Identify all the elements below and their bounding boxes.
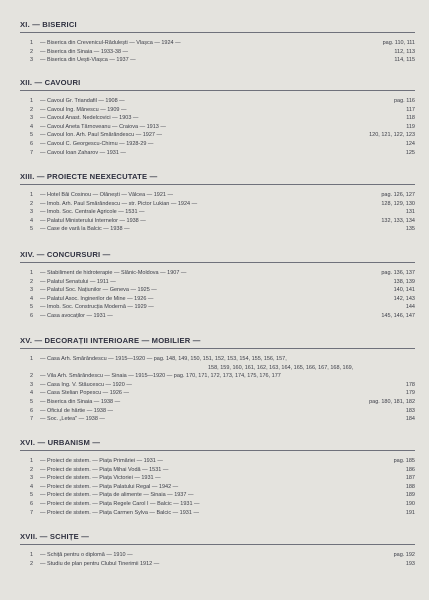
toc-entry xyxy=(20,295,415,304)
entry-text: — Vila Arh. Smărăndescu — Sinaia — 1915—1920 — pag. 170, 171, 172, 173, 174, 175, 176, 177 xyxy=(40,373,281,380)
entry-pages: 178 xyxy=(405,381,415,388)
entry-number: 1 xyxy=(30,356,34,362)
section-proiecte xyxy=(20,172,415,234)
toc-entry xyxy=(20,200,415,209)
entry-text: — Cavoul Anast. Nedelcovici — 1903 — xyxy=(40,115,139,122)
section-title: XI. — BISERICI xyxy=(20,20,77,29)
entry-number: 2 xyxy=(30,200,34,207)
toc-entry xyxy=(20,483,415,492)
entry-pages: 179 xyxy=(405,390,415,397)
toc-entry xyxy=(20,269,415,278)
entry-text: — Oficiul de hârtie — 1938 — xyxy=(40,407,114,414)
toc-entry xyxy=(20,415,415,424)
entry-pages: 140, 141 xyxy=(393,287,415,294)
entry-text: — Biserica din Crevenicul-Rădulești — Vlașca — 1924 — xyxy=(40,40,181,46)
entry-pages: 132, 133, 134 xyxy=(381,217,415,224)
entry-text: — Proiect de sistem. — Piața Primăriei — 1931 — xyxy=(40,458,163,464)
entry-text: — Casa avocaților — 1931 — xyxy=(40,312,113,319)
entry-text: 158, 159, 160, 161, 162, 163, 164, 165, 166, 167, 168, 169, xyxy=(208,364,354,371)
entry-text: — Cavoul Ing. Mănescu — 1909 — xyxy=(40,106,127,113)
entry-number: 4 xyxy=(30,295,34,302)
entry-number: 5 xyxy=(30,304,34,311)
toc-entry xyxy=(20,389,415,398)
entry-number: 2 xyxy=(30,106,34,113)
section-concursuri xyxy=(20,250,415,321)
entry-pages: 189 xyxy=(405,492,415,499)
entry-text: — Biserica din Sinaia — 1933-38 — xyxy=(40,48,129,55)
entry-number: 5 xyxy=(30,492,34,499)
entry-number: 3 xyxy=(30,57,34,64)
section-rule xyxy=(20,348,415,349)
entry-number: 7 xyxy=(30,149,34,156)
entry-text: — Imob. Soc. Construcția Modernă — 1929 — xyxy=(40,304,154,311)
section-title: XII. — CAVOURI xyxy=(20,78,81,87)
entry-pages: 187 xyxy=(405,475,415,482)
entry-pages: 184 xyxy=(405,416,415,423)
toc-entry xyxy=(20,123,415,132)
section-urbanism xyxy=(20,438,415,517)
entry-pages: pag. 180, 181, 182 xyxy=(369,398,415,405)
entry-pages: pag. 110, 111 xyxy=(382,40,415,46)
toc-entry xyxy=(20,372,415,381)
entry-number: 3 xyxy=(30,475,34,482)
entry-pages: 183 xyxy=(405,407,415,414)
entry-number: 1 xyxy=(30,552,34,558)
entry-text: — Schiță pentru o diplomă — 1910 — xyxy=(40,552,133,558)
entry-number: 2 xyxy=(30,466,34,473)
entry-text: — Proiect de sistem. — Piața Carmen Sylva — Balcic — 1931 — xyxy=(40,509,199,516)
toc-entry xyxy=(20,278,415,287)
entry-number: 7 xyxy=(30,416,34,423)
toc-entry xyxy=(20,56,415,65)
entry-pages: 193 xyxy=(405,560,415,567)
entry-pages: 145, 146, 147 xyxy=(381,312,415,319)
toc-entry xyxy=(20,149,415,158)
toc-entry xyxy=(20,48,415,57)
entry-number: 5 xyxy=(30,132,34,139)
entry-pages: 112, 113 xyxy=(394,48,415,55)
entry-text: — Case de vară la Balcic — 1938 — xyxy=(40,226,130,233)
toc-entry xyxy=(20,398,415,407)
entry-number: 3 xyxy=(30,115,34,122)
toc-entry xyxy=(20,191,415,200)
entry-number: 6 xyxy=(30,407,34,414)
toc-entry xyxy=(20,114,415,123)
toc-entry xyxy=(20,208,415,217)
toc-entry xyxy=(20,551,415,560)
entry-text: — Soc. „Letea" — 1938 — xyxy=(40,416,105,423)
toc-entry xyxy=(20,225,415,234)
toc-entry xyxy=(20,303,415,312)
entry-number: 1 xyxy=(30,192,34,198)
entry-pages: 142, 143 xyxy=(393,295,415,302)
entry-number: 2 xyxy=(30,560,34,567)
section-rule xyxy=(20,450,415,451)
entry-number: 6 xyxy=(30,500,34,507)
entry-text: — Cavoul Ioan Zaharov — 1931 — xyxy=(40,149,126,156)
entry-number: 1 xyxy=(30,270,34,276)
toc-entry xyxy=(20,466,415,475)
entry-text: — Imob. Soc. Centrale Agricole — 1531 — xyxy=(40,209,145,216)
entry-text: — Hotel Băi Cosinou — Olănești — Vâlcea — 1921 — xyxy=(40,192,173,198)
entry-number: 4 xyxy=(30,217,34,224)
entry-number: 3 xyxy=(30,287,34,294)
toc-entry xyxy=(20,364,415,373)
toc-entry xyxy=(20,491,415,500)
entry-number: 5 xyxy=(30,226,34,233)
entry-pages: 131 xyxy=(405,209,415,216)
toc-entry xyxy=(20,474,415,483)
entry-number: 4 xyxy=(30,483,34,490)
entry-text: — Casa Ing. V. Stăucescu — 1920 — xyxy=(40,381,132,388)
entry-number: 6 xyxy=(30,312,34,319)
toc-entry xyxy=(20,457,415,466)
entry-text: — Proiect de sistem. — Piața Palatului Regal — 1942 — xyxy=(40,483,179,490)
entry-text: — Cavoul C. Georgescu-Chirnu — 1928-29 — xyxy=(40,140,154,147)
entry-number: 3 xyxy=(30,381,34,388)
section-title: XVI. — URBANISM — xyxy=(20,438,101,447)
entry-pages: 124 xyxy=(405,140,415,147)
entry-pages: pag. 126, 127 xyxy=(381,192,415,198)
entry-text: — Imob. Arh. Paul Smărăndescu — str. Pictor Lukian — 1924 — xyxy=(40,200,198,207)
entry-pages: 119 xyxy=(406,123,415,130)
section-rule xyxy=(20,90,415,91)
entry-text: — Cavoul Ion. Arh. Paul Smărăndescu — 1927 — xyxy=(40,132,162,139)
entry-pages: 138, 139 xyxy=(393,278,415,285)
toc-entry xyxy=(20,106,415,115)
entry-text: — Proiect de sistem. — Piața Mihai Vodă — 1531 — xyxy=(40,466,169,473)
toc-entry xyxy=(20,407,415,416)
toc-entry xyxy=(20,97,415,106)
entry-pages: 188 xyxy=(405,483,415,490)
entry-pages: 191 xyxy=(405,509,415,516)
entry-text: — Palatul Ministerului Internelor — 1938 — xyxy=(40,217,146,224)
entry-pages: pag. 116 xyxy=(393,98,415,104)
entry-number: 7 xyxy=(30,509,34,516)
entry-pages: pag. 185 xyxy=(393,458,415,464)
toc-entry xyxy=(20,131,415,140)
entry-pages: pag. 136, 137 xyxy=(381,270,415,276)
entry-pages: 120, 121, 122, 123 xyxy=(369,132,415,139)
section-title: XIV. — CONCURSURI — xyxy=(20,250,111,259)
entry-text: — Casa Stelian Popescu — 1926 — xyxy=(40,390,129,397)
entry-pages: 190 xyxy=(405,500,415,507)
entry-pages: 186 xyxy=(405,466,415,473)
entry-number: 1 xyxy=(30,40,34,46)
toc-entry xyxy=(20,217,415,226)
entry-number: 3 xyxy=(30,209,34,216)
entry-number: 1 xyxy=(30,98,34,104)
entry-number: 2 xyxy=(30,373,34,380)
section-title: XIII. — PROIECTE NEEXECUTATE — xyxy=(20,172,158,181)
entry-number: 4 xyxy=(30,390,34,397)
section-rule xyxy=(20,262,415,263)
entry-number: 4 xyxy=(30,123,34,130)
toc-entry xyxy=(20,500,415,509)
entry-pages: 125 xyxy=(405,149,415,156)
section-rule xyxy=(20,544,415,545)
entry-text: — Stabiliment de hidroterapie — Slănic-Moldova — 1907 — xyxy=(40,270,187,276)
entry-number: 2 xyxy=(30,278,34,285)
entry-pages: 118 xyxy=(406,115,415,122)
entry-pages: pag. 192 xyxy=(393,552,415,558)
entry-text: — Proiect de sistem. — Piața de alimente — Sinaia — 1937 — xyxy=(40,492,194,499)
entry-text: — Palatul Senatului — 1911 — xyxy=(40,278,116,285)
toc-entry xyxy=(20,312,415,321)
section-cavouri xyxy=(20,78,415,157)
entry-text: — Studiu de plan pentru Clubul Tinerimii 1912 — xyxy=(40,560,160,567)
toc-entry xyxy=(20,286,415,295)
entry-text: — Palatul Asoc. Inginerilor de Mine — 1926 — xyxy=(40,295,154,302)
entry-pages: 117 xyxy=(406,106,415,113)
toc-entry xyxy=(20,355,415,364)
section-rule xyxy=(20,184,415,185)
toc-entry xyxy=(20,509,415,518)
entry-pages: 114, 115 xyxy=(394,57,415,64)
section-decoratii xyxy=(20,336,415,424)
entry-pages: 144 xyxy=(405,304,415,311)
entry-text: — Proiect de sistem. — Piața Victoriei — 1931 — xyxy=(40,475,161,482)
section-title: XVII. — SCHIȚE — xyxy=(20,532,90,541)
toc-entry xyxy=(20,140,415,149)
toc-entry xyxy=(20,39,415,48)
entry-text: — Biserica din Uești-Vlașca — 1937 — xyxy=(40,57,136,64)
section-schite xyxy=(20,532,415,568)
entry-pages: 135 xyxy=(405,226,415,233)
entry-text: — Cavoul Aneta Tărnoveanu — Craiova — 1913 — xyxy=(40,123,166,130)
toc-entry xyxy=(20,560,415,569)
entry-text: — Casa Arh. Smărăndescu — 1915—1920 — pag. 148, 149, 150, 151, 152, 153, 154, 155, 156, 157, xyxy=(40,356,287,362)
entry-text: — Cavoul Gr. Triandafil — 1908 — xyxy=(40,98,125,104)
section-title: XV. — DECORAȚII INTERIOARE — MOBILIER — xyxy=(20,336,201,345)
section-rule xyxy=(20,32,415,33)
entry-text: — Palatul Soc. Națiunilor — Geneva — 1925 — xyxy=(40,287,157,294)
entry-number: 2 xyxy=(30,48,34,55)
entry-number: 1 xyxy=(30,458,34,464)
entry-pages: 128, 129, 130 xyxy=(381,200,415,207)
entry-number: 5 xyxy=(30,398,34,405)
section-biserici xyxy=(20,20,415,65)
entry-text: — Proiect de sistem. — Piața Regele Carol I — Balcic — 1931 — xyxy=(40,500,200,507)
entry-text: — Biserica din Sinaia — 1938 — xyxy=(40,398,121,405)
entry-number: 6 xyxy=(30,140,34,147)
toc-entry xyxy=(20,381,415,390)
